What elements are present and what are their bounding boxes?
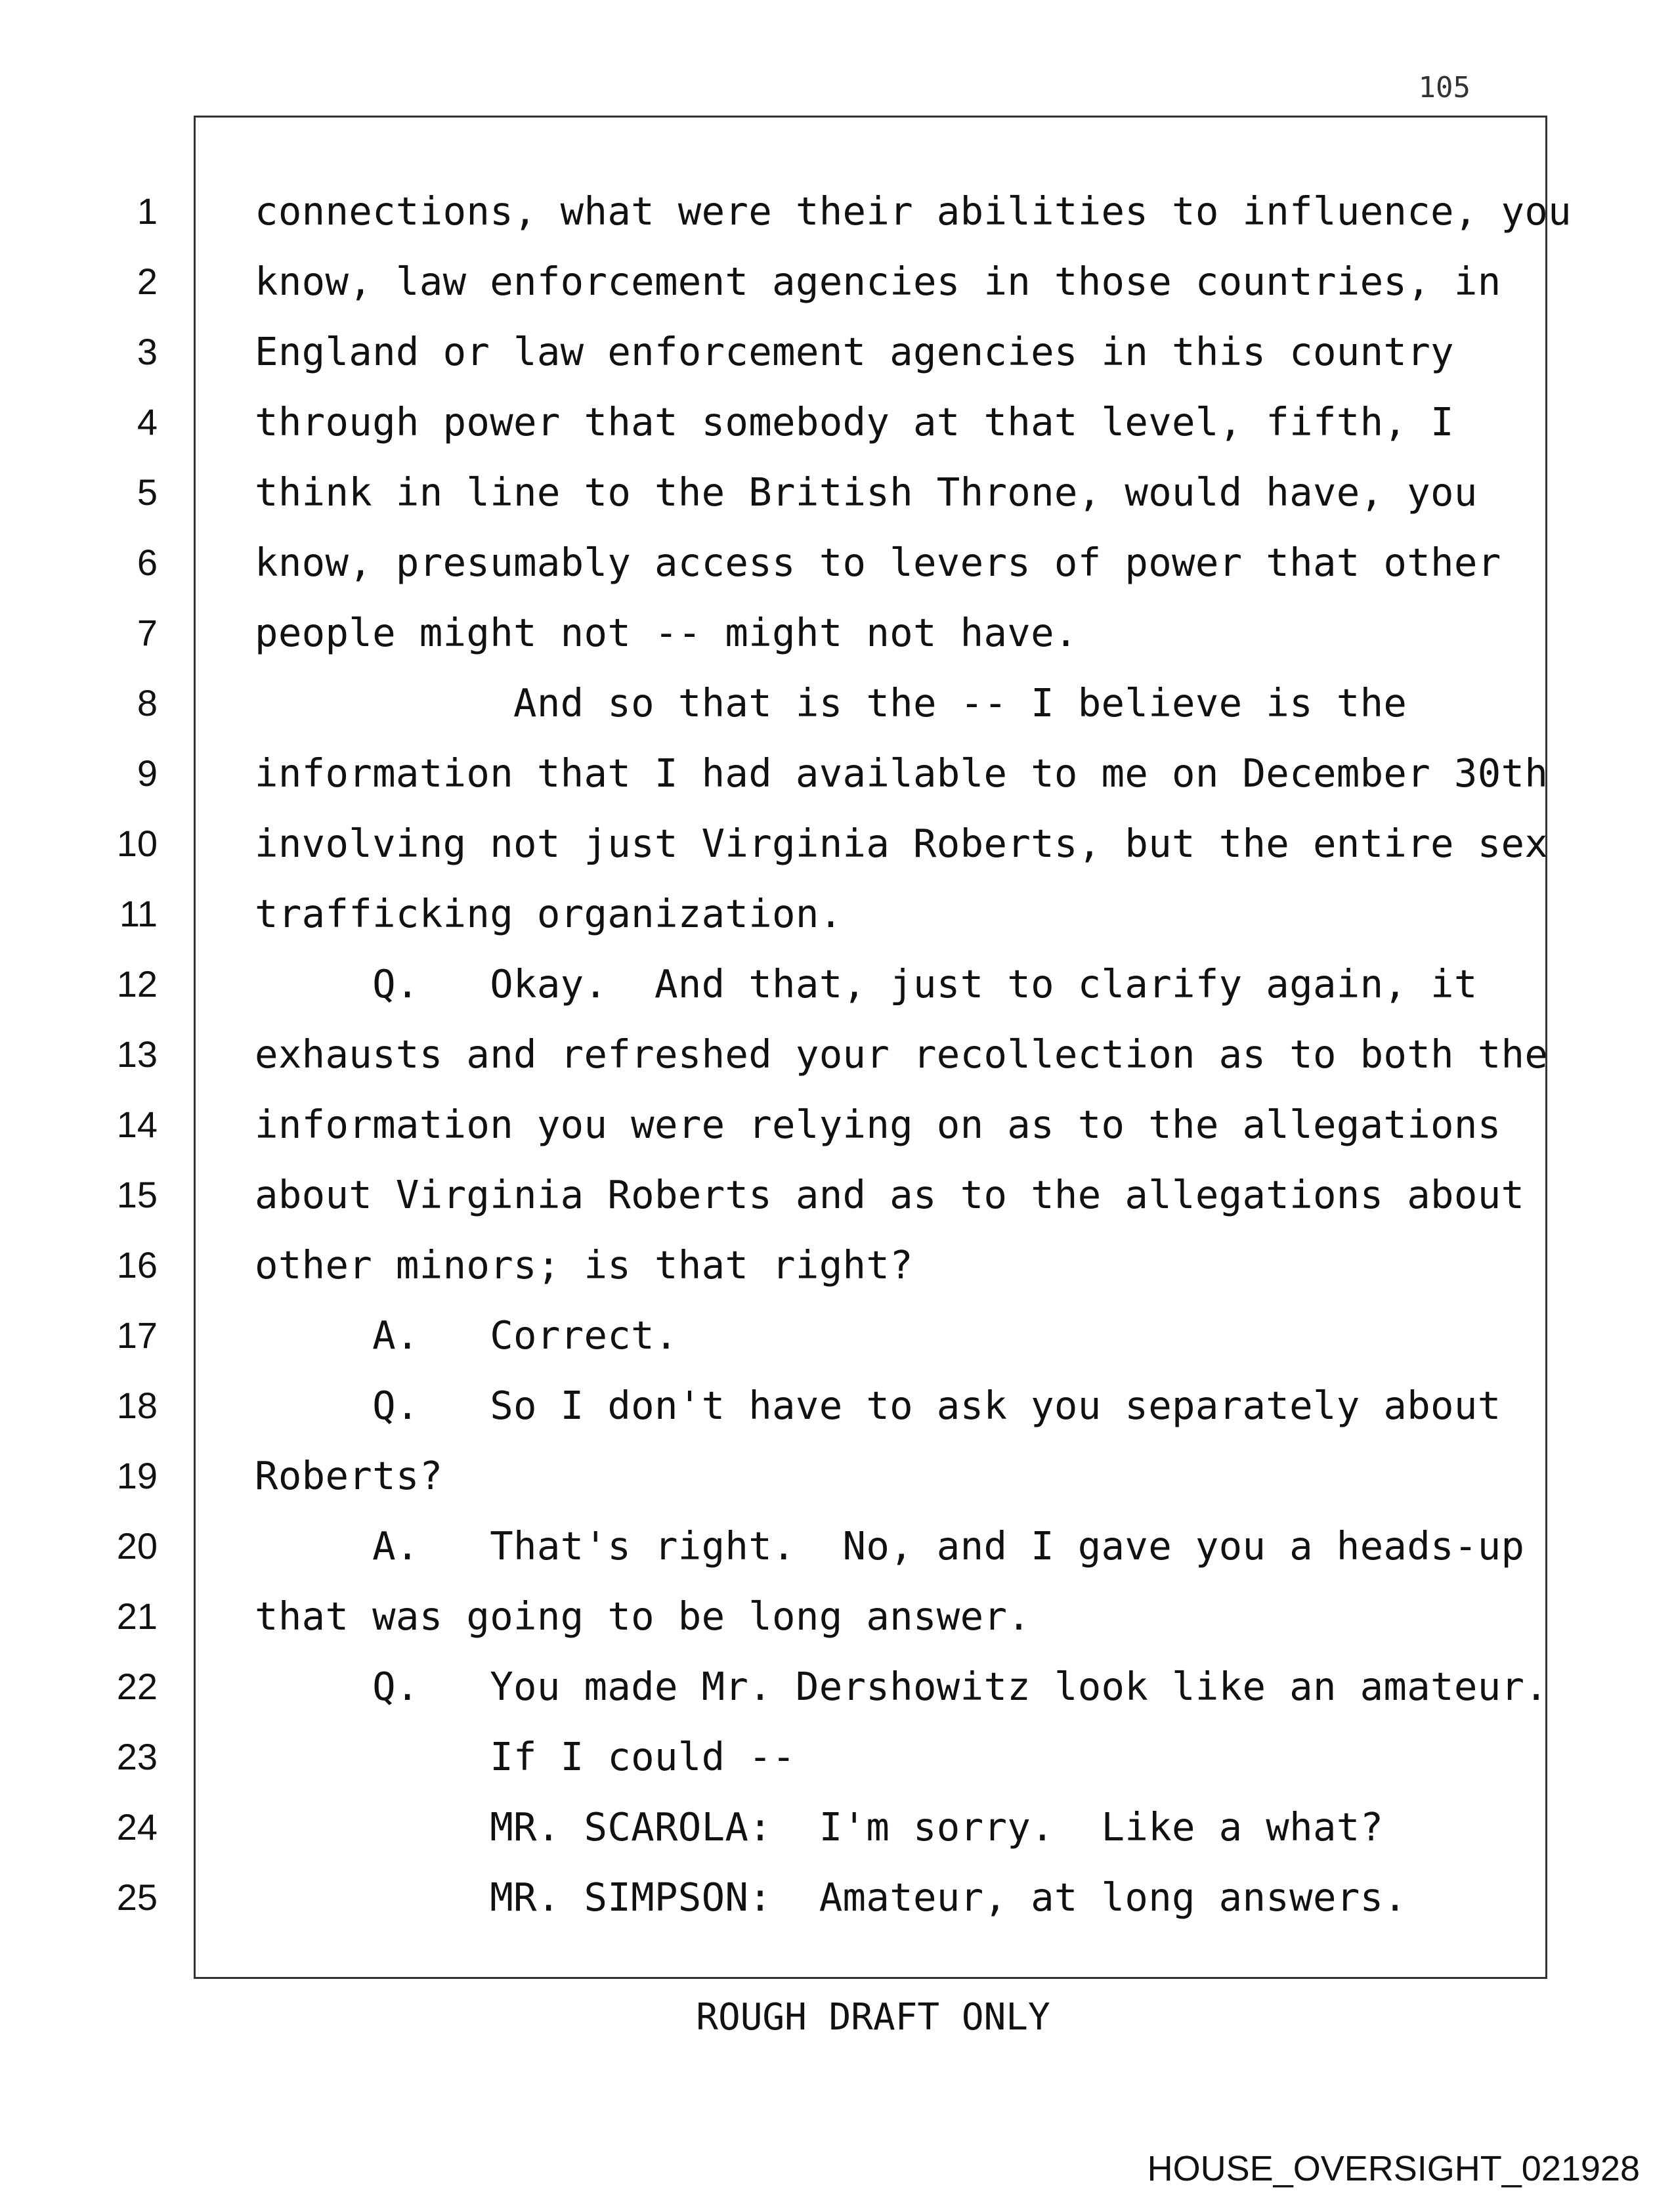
transcript-line <box>0 1230 1674 1300</box>
transcript-line <box>0 1370 1674 1441</box>
line-number: 17 <box>116 1314 158 1356</box>
line-number: 16 <box>116 1244 158 1286</box>
line-number: 19 <box>116 1455 158 1496</box>
line-text: know, law enforcement agencies in those countries, in <box>255 259 1501 304</box>
line-text: MR. SIMPSON: Amateur, at long answers. <box>255 1875 1407 1920</box>
line-number: 9 <box>137 752 158 794</box>
line-number: 8 <box>137 682 158 724</box>
line-text: through power that somebody at that level, fifth, I <box>255 399 1454 445</box>
line-text: know, presumably access to levers of power that other <box>255 540 1501 585</box>
transcript-line <box>0 176 1674 246</box>
transcript-line <box>0 1160 1674 1230</box>
line-text: A. That's right. No, and I gave you a heads-up <box>255 1523 1525 1569</box>
transcript-line <box>0 949 1674 1019</box>
line-number: 24 <box>116 1806 158 1848</box>
line-number: 15 <box>116 1174 158 1215</box>
transcript-line <box>0 808 1674 878</box>
line-number: 7 <box>137 612 158 653</box>
transcript-line <box>0 1441 1674 1511</box>
line-number: 2 <box>137 261 158 302</box>
transcript-line <box>0 1651 1674 1722</box>
line-number: 18 <box>116 1385 158 1426</box>
line-number: 22 <box>116 1666 158 1707</box>
line-number: 4 <box>137 401 158 443</box>
line-number: 1 <box>137 190 158 232</box>
line-text: Roberts? <box>255 1453 443 1498</box>
line-number: 10 <box>116 823 158 864</box>
line-text: information you were relying on as to the allegations <box>255 1102 1501 1147</box>
transcript-line <box>0 668 1674 738</box>
line-text: A. Correct. <box>255 1312 678 1358</box>
line-number: 6 <box>137 542 158 583</box>
line-number: 12 <box>116 963 158 1005</box>
transcript-line <box>0 1862 1674 1932</box>
transcript-line <box>0 1722 1674 1792</box>
line-text: involving not just Virginia Roberts, but the entire sex <box>255 821 1549 866</box>
transcript-line <box>0 246 1674 316</box>
transcript-line <box>0 597 1674 668</box>
line-number: 14 <box>116 1104 158 1145</box>
line-number: 25 <box>116 1876 158 1918</box>
line-number: 21 <box>116 1595 158 1637</box>
line-number: 11 <box>119 893 158 934</box>
line-text: information that I had available to me on December 30th <box>255 750 1549 796</box>
transcript-line <box>0 1019 1674 1089</box>
line-text: other minors; is that right? <box>255 1242 913 1288</box>
line-text: And so that is the -- I believe is the <box>255 680 1407 726</box>
line-text: Q. So I don't have to ask you separately about <box>255 1383 1501 1428</box>
transcript-line <box>0 1089 1674 1160</box>
line-text: If I could -- <box>255 1734 796 1779</box>
page-number: 105 <box>1418 71 1470 104</box>
line-number: 23 <box>116 1736 158 1777</box>
transcript-line <box>0 527 1674 597</box>
transcript-line <box>0 878 1674 949</box>
line-text: connections, what were their abilities to influence, you <box>255 188 1572 234</box>
line-number: 20 <box>116 1525 158 1567</box>
line-text: people might not -- might not have. <box>255 610 1078 655</box>
line-text: England or law enforcement agencies in this country <box>255 329 1454 374</box>
transcript-line <box>0 316 1674 387</box>
transcript-line <box>0 738 1674 808</box>
line-text: about Virginia Roberts and as to the allegations about <box>255 1172 1525 1217</box>
transcript-line <box>0 387 1674 457</box>
line-text: think in line to the British Throne, would have, you <box>255 469 1478 515</box>
transcript-line <box>0 1300 1674 1370</box>
line-text: exhausts and refreshed your recollection as to both the <box>255 1031 1549 1077</box>
line-number: 3 <box>137 331 158 372</box>
line-text: trafficking organization. <box>255 891 843 936</box>
transcript-line <box>0 1511 1674 1581</box>
bates-number: HOUSE_OVERSIGHT_021928 <box>1147 2149 1640 2188</box>
line-number: 13 <box>116 1033 158 1075</box>
transcript-line <box>0 1581 1674 1651</box>
line-number: 5 <box>137 471 158 513</box>
line-text: MR. SCAROLA: I'm sorry. Like a what? <box>255 1804 1384 1850</box>
transcript-line <box>0 1792 1674 1862</box>
rough-draft-footer: ROUGH DRAFT ONLY <box>696 1996 1050 2039</box>
line-text: Q. Okay. And that, just to clarify again, it <box>255 961 1478 1007</box>
line-text: Q. You made Mr. Dershowitz look like an amateur. <box>255 1664 1549 1709</box>
transcript-line <box>0 457 1674 527</box>
line-text: that was going to be long answer. <box>255 1594 1031 1639</box>
